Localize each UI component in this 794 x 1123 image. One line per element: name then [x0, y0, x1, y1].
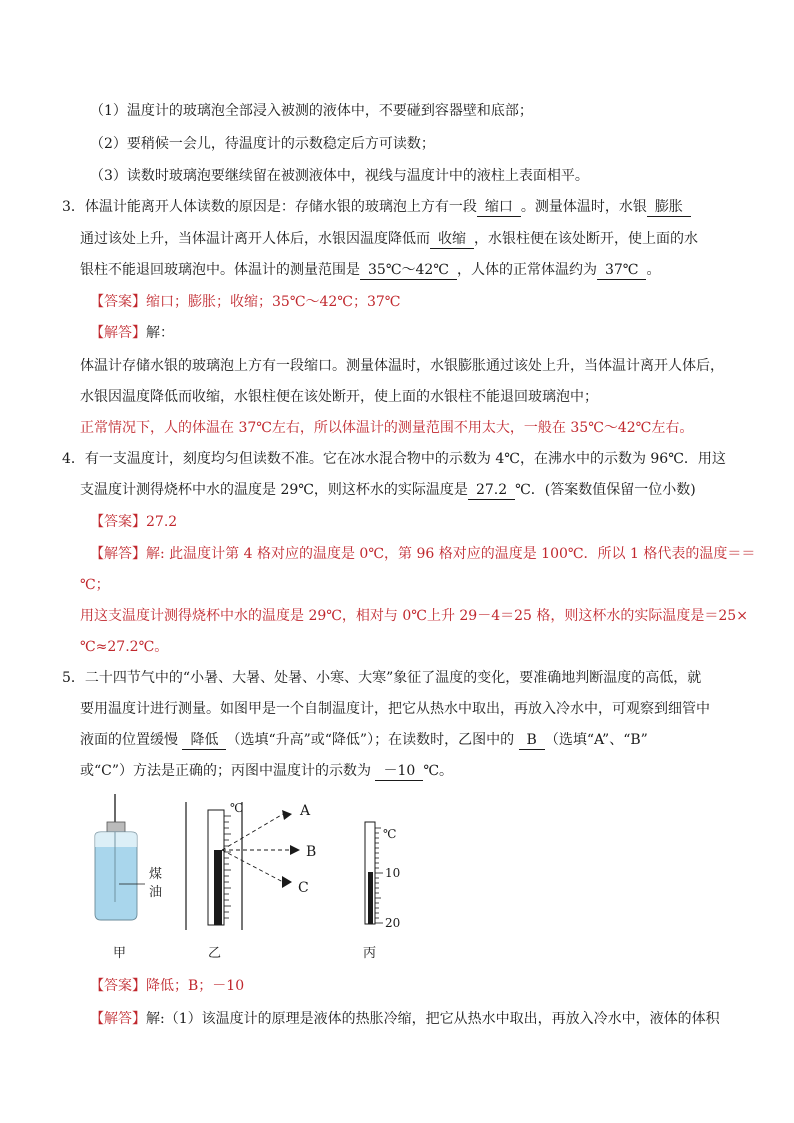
- q3-text: 。: [646, 262, 661, 278]
- bing-tick-20: 20: [385, 916, 401, 930]
- q5-line-2: 要用温度计进行测量。如图甲是一个自制温度计，把它从热水中取出，再放入冷水中，可观察到细管中: [80, 701, 710, 717]
- q4-explain-3: 用这支温度计测得烧杯中水的温度是 29℃，相对与 0℃上升 29－4＝25 格，则这杯水的实际温度是＝25×: [80, 608, 748, 624]
- q5-text: 液面的位置缓慢: [80, 732, 178, 748]
- q5-number: 5．: [62, 670, 85, 686]
- figure-bing-thermometer: [345, 792, 415, 962]
- figure-bing-caption: 丙: [363, 946, 377, 961]
- q2-step-3: （3）读数时玻璃泡要继续留在被测液体中，视线与温度计中的液柱上表面相平。: [90, 168, 589, 184]
- q3-blank-4: 35℃～42℃: [360, 261, 457, 280]
- answer-text: 降低；B；－10: [146, 978, 245, 994]
- eye-b-icon: [290, 845, 300, 855]
- q5-line-1: [62, 668, 701, 688]
- answer-text: 27.2: [146, 514, 178, 530]
- answer-label: 【答案】: [90, 514, 146, 530]
- q4-blank-1: 27.2: [468, 481, 515, 500]
- bing-tick-10: 10: [385, 866, 401, 880]
- figure-yi-caption: 乙: [208, 946, 222, 961]
- q4-line-2: [80, 480, 696, 500]
- q4-explain-2: ℃；: [80, 577, 110, 593]
- q3-text: 。测量体温时，水银: [520, 199, 647, 215]
- yi-unit-label: ℃: [230, 801, 244, 815]
- q5-blank-2: B: [519, 731, 545, 750]
- yi-label-b: B: [306, 844, 317, 860]
- q5-text: （选填“A”、“B”: [544, 732, 648, 748]
- figure-jia-bottle-thermometer: [85, 792, 175, 962]
- q3-text: 通过该处上升，当体温计离开人体后，水银因温度降低而: [80, 231, 430, 247]
- q5-text: 二十四节气中的“小暑、大暑、处暑、小寒、大寒”象征了温度的变化，要准确地判断温度的高低，就: [84, 670, 702, 686]
- q3-explain-3: 正常情况下，人的体温在 37℃左右，所以体温计的测量范围不用太大，一般在 35℃～42℃左右。: [80, 420, 694, 436]
- q2-step-1: （1）温度计的玻璃泡全部浸入被测的液体中，不要碰到容器壁和底部；: [90, 103, 533, 119]
- q4-line-1: [62, 449, 726, 469]
- q3-text: 银柱不能退回玻璃泡中。体温计的测量范围是: [80, 262, 360, 278]
- figure-yi-reading-angles: [178, 792, 338, 962]
- q4-answer: [90, 512, 177, 532]
- meiyou-label-1: 煤: [149, 867, 163, 882]
- q2-step-2: （2）要稍候一会儿，待温度计的示数稳定后方可读数；: [90, 136, 435, 152]
- q5-blank-1: 降低: [182, 731, 226, 750]
- q3-text: 体温计能离开人体读数的原因是：存储水银的玻璃泡上方有一段: [84, 199, 477, 215]
- yi-label-a: A: [300, 803, 311, 819]
- q3-text: ，水银柱便在该处断开，使上面的水: [474, 231, 698, 247]
- q4-text: 有一支温度计，刻度均匀但读数不准。它在冰水混合物中的示数为 4℃，在沸水中的示数为 96℃．用这: [84, 451, 726, 467]
- q3-answer: [90, 292, 400, 312]
- eye-c-icon: [282, 876, 292, 888]
- q4-explain-1: [90, 544, 755, 564]
- solution-label: 【解答】: [90, 325, 146, 341]
- meiyou-label-2: 油: [149, 885, 163, 900]
- q3-line-1: [62, 197, 691, 217]
- eye-a-icon: [282, 810, 292, 820]
- q3-explain-1: 体温计存储水银的玻璃泡上方有一段缩口。测量体温时，水银膨胀通过该处上升，当体温计离开人体后，: [80, 358, 724, 374]
- q3-explain-2: 水银因温度降低而收缩，水银柱便在该处断开，使上面的水银柱不能退回玻璃泡中；: [80, 389, 598, 405]
- q5-text: （选填“升高”或“降低”）；在读数时，乙图中的: [226, 732, 515, 748]
- q5-explain-1: [90, 1009, 720, 1029]
- q3-number: 3．: [62, 199, 85, 215]
- answer-text: 缩口；膨胀；收缩；35℃～42℃；37℃: [146, 294, 401, 310]
- q3-line-2: [80, 229, 698, 249]
- q3-blank-2: 膨胀: [647, 198, 691, 217]
- q4-number: 4．: [62, 451, 85, 467]
- q3-blank-1: 缩口: [477, 198, 521, 217]
- q5-blank-3: －10: [375, 762, 423, 781]
- solution-label: 【解答】: [90, 1011, 146, 1027]
- figure-jia-caption: 甲: [113, 946, 127, 961]
- q5-text: 或“C”）方法是正确的；丙图中温度计的示数为: [80, 763, 372, 779]
- q5-line-3: [80, 730, 648, 750]
- bing-unit-label: ℃: [383, 827, 397, 841]
- answer-label: 【答案】: [90, 294, 146, 310]
- q3-line-3: [80, 260, 660, 280]
- solution-text: 解：: [146, 325, 174, 341]
- yi-label-c: C: [298, 880, 309, 896]
- q4-text: 支温度计测得烧杯中水的温度是 29℃，则这杯水的实际温度是: [80, 482, 468, 498]
- q5-line-4: [80, 761, 453, 781]
- q4-text: ℃．(答案数值保留一位小数): [515, 482, 696, 498]
- q4-explain-4: ℃≈27.2℃。: [80, 639, 169, 655]
- solution-label: 【解答】: [90, 546, 146, 562]
- q3-blank-5: 37℃: [597, 261, 646, 280]
- answer-label: 【答案】: [90, 978, 146, 994]
- q3-text: ，人体的正常体温约为: [456, 262, 597, 278]
- solution-text: 解:（1）该温度计的原理是液体的热胀冷缩，把它从热水中取出，再放入冷水中，液体的体积: [146, 1011, 720, 1027]
- q5-answer: [90, 976, 244, 996]
- q5-text: ℃。: [423, 763, 453, 779]
- solution-text: 解: 此温度计第 4 格对应的温度是 0℃，第 96 格对应的温度是 100℃．所以 1 格代表的温度＝＝: [146, 546, 756, 562]
- q3-blank-3: 收缩: [430, 230, 474, 249]
- q3-solution-label: [90, 323, 174, 343]
